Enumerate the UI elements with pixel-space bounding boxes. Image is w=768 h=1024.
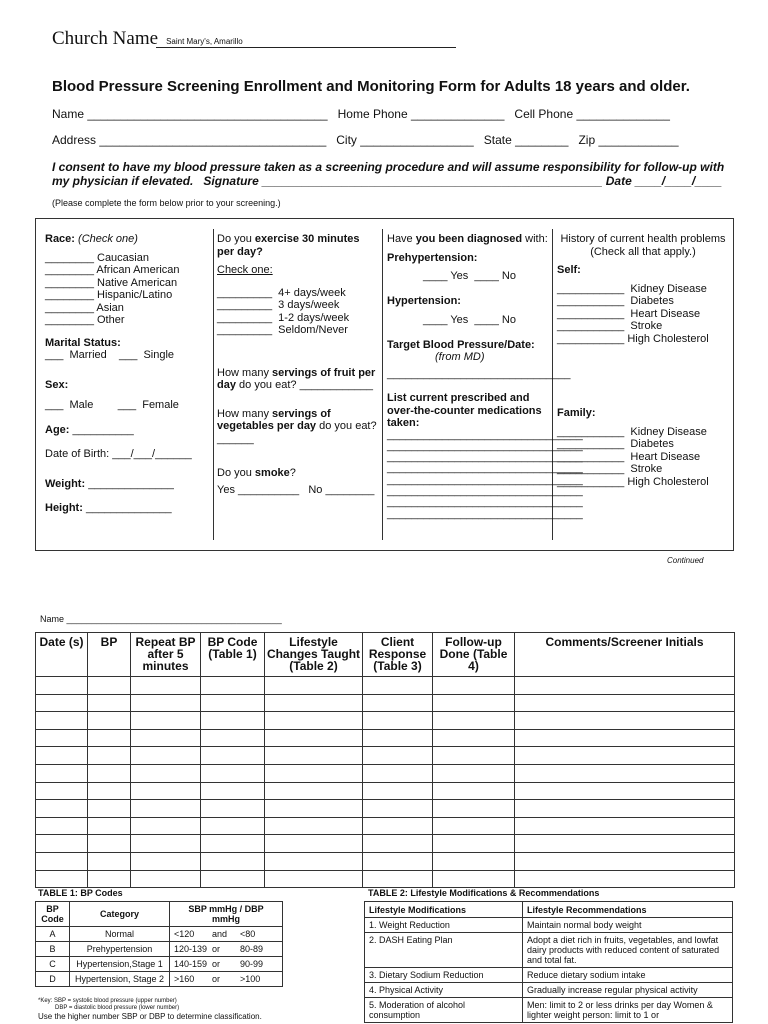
log-cell[interactable] xyxy=(433,782,515,800)
log-cell[interactable] xyxy=(201,870,265,888)
log-cell[interactable] xyxy=(201,817,265,835)
form-title: Blood Pressure Screening Enrollment and Monitoring Form for Adults 18 years and older. xyxy=(52,78,690,95)
target-bp-label: Target Blood Pressure/Date: xyxy=(387,338,535,351)
prehypertension-label: Prehypertension: xyxy=(387,251,478,264)
race-option[interactable]: ________ Other xyxy=(45,314,125,326)
log-cell[interactable] xyxy=(363,764,433,782)
lifestyle-recommendation: Adopt a diet rich in fruits, vegetables, and lowfat dairy products with reduced content of saturated and total fat. xyxy=(523,933,733,968)
log-cell[interactable] xyxy=(363,835,433,853)
history-column xyxy=(557,233,729,488)
log-cell[interactable] xyxy=(36,817,88,835)
log-cell[interactable] xyxy=(36,694,88,712)
medication-line[interactable]: ________________________________ xyxy=(387,462,583,475)
log-cell[interactable] xyxy=(433,870,515,888)
log-cell[interactable] xyxy=(515,729,735,747)
sbp-value: 140-159 xyxy=(174,959,208,969)
exercise-option[interactable]: _________ 3 days/week xyxy=(217,299,340,311)
lifestyle-row xyxy=(365,968,733,983)
log-cell[interactable] xyxy=(131,852,201,870)
sbp-value: >160 xyxy=(174,974,195,984)
bp-code-row xyxy=(36,942,283,957)
log-cell[interactable] xyxy=(265,729,363,747)
log-cell[interactable] xyxy=(515,764,735,782)
log-header-lifestyle: Lifestyle Changes Taught (Table 2) xyxy=(265,633,363,677)
race-option[interactable]: ________ Native American xyxy=(45,276,178,289)
log-cell[interactable] xyxy=(131,677,201,695)
log-cell[interactable] xyxy=(363,782,433,800)
self-condition[interactable]: ___________ Heart Disease xyxy=(557,307,701,320)
log-cell[interactable] xyxy=(88,852,131,870)
smoke-question: Do you smoke? xyxy=(217,467,296,479)
log-cell[interactable] xyxy=(265,712,363,730)
log-header-follow-up: Follow-up Done (Table 4) xyxy=(433,633,515,677)
table1-title: TABLE 1: BP Codes xyxy=(38,888,123,898)
bp-range xyxy=(170,927,283,942)
medication-line[interactable]: ________________________________ xyxy=(387,451,583,464)
self-condition[interactable]: ___________ Diabetes xyxy=(557,295,674,307)
demographics-column xyxy=(45,233,192,515)
log-row xyxy=(36,729,735,747)
intake-box xyxy=(35,218,734,551)
lifestyle-modification: 4. Physical Activity xyxy=(365,983,523,998)
age-field[interactable]: Age: __________ xyxy=(45,423,134,436)
log-row xyxy=(36,747,735,765)
race-option[interactable]: ________ Hispanic/Latino xyxy=(45,289,173,301)
hypertension-options[interactable]: ____ Yes ____ No xyxy=(423,314,516,326)
bp-code: A xyxy=(36,927,70,942)
race-option[interactable]: ________ Asian xyxy=(45,301,124,314)
sex-options[interactable]: ___ Male ___ Female xyxy=(45,399,179,411)
log-cell[interactable] xyxy=(363,677,433,695)
continued-label: Continued xyxy=(667,556,704,565)
table1-key-1: *Key: SBP = systolic blood pressure (upper number) xyxy=(38,998,177,1004)
dbp-value: 90-99 xyxy=(240,959,264,969)
range-operator: or xyxy=(212,959,221,969)
log-cell[interactable] xyxy=(515,870,735,888)
table1-note: Use the higher number SBP or DBP to determine classification. xyxy=(38,1012,262,1021)
log-cell[interactable] xyxy=(36,677,88,695)
race-options xyxy=(45,252,192,327)
log-cell[interactable] xyxy=(515,800,735,818)
church-name-value: Saint Mary's, Amarillo xyxy=(166,37,243,46)
log-row xyxy=(36,764,735,782)
log-cell[interactable] xyxy=(433,694,515,712)
log-cell[interactable] xyxy=(515,694,735,712)
medication-line[interactable]: ________________________________ xyxy=(387,439,583,452)
table1-key-2: DBP = diastolic blood pressure (lower number) xyxy=(55,1005,180,1011)
table2-title: TABLE 2: Lifestyle Modifications & Recommendations xyxy=(368,888,600,898)
bp-code-row xyxy=(36,927,283,942)
contact-row-2[interactable]: Address __________________________________ City _________________ State ________ Zip ____________ xyxy=(52,133,679,147)
log-row xyxy=(36,694,735,712)
church-name-underline xyxy=(156,47,456,48)
range-operator: or xyxy=(212,944,221,954)
log-cell[interactable] xyxy=(201,712,265,730)
log-name-field[interactable]: Name ___________________________________________ xyxy=(40,614,282,624)
sbp-value: 120-139 xyxy=(174,944,208,954)
log-cell[interactable] xyxy=(363,870,433,888)
family-condition[interactable]: ___________ Kidney Disease xyxy=(557,425,707,438)
log-cell[interactable] xyxy=(433,677,515,695)
log-row xyxy=(36,712,735,730)
bp-category: Hypertension, Stage 2 xyxy=(70,972,170,987)
lifestyle-modification: 3. Dietary Sodium Reduction xyxy=(365,968,523,983)
log-cell[interactable] xyxy=(515,782,735,800)
family-condition[interactable]: ___________ Diabetes xyxy=(557,438,674,450)
log-cell[interactable] xyxy=(201,835,265,853)
medications-label: List current prescribed and over-the-counter medications taken: xyxy=(387,392,542,429)
contact-row-1[interactable]: Name ____________________________________ Home Phone ______________ Cell Phone ______________ xyxy=(52,107,670,121)
self-conditions xyxy=(557,283,729,346)
log-cell[interactable] xyxy=(515,712,735,730)
lifestyle-recommendation: Reduce dietary sodium intake xyxy=(523,968,733,983)
medication-line[interactable]: ________________________________ xyxy=(387,496,583,509)
log-cell[interactable] xyxy=(131,747,201,765)
log-cell[interactable] xyxy=(201,729,265,747)
log-cell[interactable] xyxy=(131,694,201,712)
log-cell[interactable] xyxy=(88,800,131,818)
log-cell[interactable] xyxy=(36,782,88,800)
bp-category: Prehypertension xyxy=(70,942,170,957)
log-cell[interactable] xyxy=(88,817,131,835)
family-condition[interactable]: ___________ Heart Disease xyxy=(557,450,701,463)
log-row xyxy=(36,677,735,695)
instruction-note: (Please complete the form below prior to your screening.) xyxy=(52,198,281,208)
self-condition[interactable]: ___________ Stroke xyxy=(557,320,663,332)
lifestyle-table xyxy=(364,901,733,1023)
log-cell[interactable] xyxy=(131,800,201,818)
log-cell[interactable] xyxy=(201,852,265,870)
race-heading: Race: (Check one) xyxy=(45,233,138,245)
log-cell[interactable] xyxy=(201,694,265,712)
target-bp-hint: (from MD) xyxy=(435,351,485,363)
bp-range xyxy=(170,942,283,957)
log-cell[interactable] xyxy=(515,747,735,765)
bp-range xyxy=(170,972,283,987)
log-header-bp-code: BP Code (Table 1) xyxy=(201,633,265,677)
log-cell[interactable] xyxy=(201,764,265,782)
log-cell[interactable] xyxy=(131,782,201,800)
log-cell[interactable] xyxy=(515,835,735,853)
table1-header-category: Category xyxy=(70,902,170,927)
medication-line[interactable]: ________________________________ xyxy=(387,507,583,520)
log-cell[interactable] xyxy=(131,729,201,747)
lifestyle-row xyxy=(365,918,733,933)
log-cell[interactable] xyxy=(36,852,88,870)
log-row xyxy=(36,870,735,888)
hypertension-label: Hypertension: xyxy=(387,294,461,307)
log-cell[interactable] xyxy=(201,800,265,818)
log-header-row xyxy=(36,633,735,677)
family-label: Family: xyxy=(557,407,596,419)
race-option[interactable]: ________ African American xyxy=(45,264,180,276)
log-cell[interactable] xyxy=(201,677,265,695)
log-cell[interactable] xyxy=(433,800,515,818)
log-cell[interactable] xyxy=(36,764,88,782)
log-row xyxy=(36,782,735,800)
lifestyle-modification: 1. Weight Reduction xyxy=(365,918,523,933)
bp-code: C xyxy=(36,957,70,972)
diagnosed-question: Have you been diagnosed with: xyxy=(387,233,548,245)
family-condition[interactable]: ___________ Stroke xyxy=(557,463,663,475)
table1-header-row xyxy=(36,902,283,927)
medications-lines xyxy=(387,428,583,520)
log-cell[interactable] xyxy=(88,677,131,695)
bp-code-row xyxy=(36,957,283,972)
monitoring-log-table xyxy=(35,632,735,888)
log-cell[interactable] xyxy=(363,817,433,835)
log-cell[interactable] xyxy=(515,852,735,870)
log-cell[interactable] xyxy=(363,712,433,730)
height-field[interactable]: Height: ______________ xyxy=(45,502,172,514)
dbp-value: >100 xyxy=(240,974,261,984)
race-option[interactable]: ________ Caucasian xyxy=(45,251,149,264)
log-cell[interactable] xyxy=(363,694,433,712)
bp-code: B xyxy=(36,942,70,957)
col-divider xyxy=(213,229,214,540)
log-cell[interactable] xyxy=(433,747,515,765)
log-row xyxy=(36,800,735,818)
log-cell[interactable] xyxy=(36,747,88,765)
log-cell[interactable] xyxy=(131,835,201,853)
log-cell[interactable] xyxy=(433,712,515,730)
consent-line-2[interactable]: my physician if elevated. Signature ___________________________________________________ Date ____/____/____ xyxy=(52,174,722,188)
target-bp-field[interactable]: ______________________________ xyxy=(387,367,571,380)
marital-status-options[interactable]: ___ Married ___ Single xyxy=(45,349,175,361)
log-cell[interactable] xyxy=(131,712,201,730)
exercise-option[interactable]: _________ 1-2 days/week xyxy=(217,311,350,324)
medication-line[interactable]: ________________________________ xyxy=(387,428,583,441)
lifestyle-row xyxy=(365,983,733,998)
col-divider xyxy=(382,229,383,540)
lifestyle-recommendation: Maintain normal body weight xyxy=(523,918,733,933)
exercise-option[interactable]: _________ 4+ days/week xyxy=(217,286,346,299)
bp-codes-table xyxy=(35,901,283,987)
history-title: History of current health problems xyxy=(560,233,726,245)
self-condition[interactable]: ___________ Kidney Disease xyxy=(557,282,707,295)
log-cell[interactable] xyxy=(363,729,433,747)
weight-field[interactable]: Weight: ______________ xyxy=(45,477,174,490)
family-condition[interactable]: ___________ High Cholesterol xyxy=(557,475,709,488)
bp-range xyxy=(170,957,283,972)
log-cell[interactable] xyxy=(88,782,131,800)
log-cell[interactable] xyxy=(515,817,735,835)
log-cell[interactable] xyxy=(433,817,515,835)
church-name-label: Church Name xyxy=(52,28,159,49)
log-header-date: Date (s) xyxy=(36,633,88,677)
medication-line[interactable]: ________________________________ xyxy=(387,473,583,486)
log-cell[interactable] xyxy=(265,800,363,818)
table2-header-recs: Lifestyle Recommendations xyxy=(523,902,733,918)
log-header-bp: BP xyxy=(88,633,131,677)
log-cell[interactable] xyxy=(201,782,265,800)
marital-status-label: Marital Status: xyxy=(45,336,121,349)
dob-field[interactable]: Date of Birth: ___/___/______ xyxy=(45,448,192,460)
log-cell[interactable] xyxy=(265,694,363,712)
bp-code-row xyxy=(36,972,283,987)
log-cell[interactable] xyxy=(88,764,131,782)
sbp-value: <120 xyxy=(174,929,195,939)
log-cell[interactable] xyxy=(36,712,88,730)
habits-column xyxy=(217,233,377,496)
log-cell[interactable] xyxy=(265,852,363,870)
log-cell[interactable] xyxy=(433,835,515,853)
log-row xyxy=(36,835,735,853)
lifestyle-recommendation: Men: limit to 2 or less drinks per day Women & lighter weight person: limit to 1 or xyxy=(523,998,733,1023)
medication-line[interactable]: ________________________________ xyxy=(387,484,583,497)
log-cell[interactable] xyxy=(131,870,201,888)
log-cell[interactable] xyxy=(265,677,363,695)
log-header-client-response: Client Response (Table 3) xyxy=(363,633,433,677)
lifestyle-row xyxy=(365,998,733,1023)
log-cell[interactable] xyxy=(363,852,433,870)
range-operator: and xyxy=(212,929,228,939)
log-cell[interactable] xyxy=(36,729,88,747)
log-cell[interactable] xyxy=(265,782,363,800)
dbp-value: 80-89 xyxy=(240,944,264,954)
log-cell[interactable] xyxy=(363,747,433,765)
prehypertension-options[interactable]: ____ Yes ____ No xyxy=(423,270,516,282)
vegetable-question[interactable]: How many servings of vegetables per day do you eat? ______ xyxy=(217,407,377,445)
bp-category: Hypertension,Stage 1 xyxy=(70,957,170,972)
log-cell[interactable] xyxy=(265,764,363,782)
fruit-question[interactable]: How many servings of fruit per day do you eat? ____________ xyxy=(217,366,376,391)
log-cell[interactable] xyxy=(88,747,131,765)
family-conditions xyxy=(557,426,729,489)
log-cell[interactable] xyxy=(88,712,131,730)
log-cell[interactable] xyxy=(265,870,363,888)
log-cell[interactable] xyxy=(515,677,735,695)
history-hint: (Check all that apply.) xyxy=(590,245,696,258)
log-row xyxy=(36,852,735,870)
lifestyle-modification: 2. DASH Eating Plan xyxy=(365,933,523,968)
dbp-value: <80 xyxy=(240,929,256,939)
exercise-options xyxy=(217,287,377,337)
log-cell[interactable] xyxy=(363,800,433,818)
table1-header-range: SBP mmHg / DBP mmHg xyxy=(170,902,283,927)
range-operator: or xyxy=(212,974,221,984)
log-cell[interactable] xyxy=(265,817,363,835)
log-cell[interactable] xyxy=(36,870,88,888)
table1-header-code: BP Code xyxy=(36,902,70,927)
log-cell[interactable] xyxy=(131,764,201,782)
log-cell[interactable] xyxy=(433,764,515,782)
consent-line-1: I consent to have my blood pressure taken as a screening procedure and will assume responsibility for follow-up with xyxy=(52,160,725,174)
exercise-question: Do you exercise 30 minutes per day? xyxy=(217,233,360,258)
self-label: Self: xyxy=(557,264,581,276)
bp-code: D xyxy=(36,972,70,987)
log-cell[interactable] xyxy=(265,747,363,765)
table2-header-mods: Lifestyle Modifications xyxy=(365,902,523,918)
lifestyle-modification: 5. Moderation of alcohol consumption xyxy=(365,998,523,1023)
table2-header-row xyxy=(365,902,733,918)
sex-label: Sex: xyxy=(45,378,69,391)
self-condition[interactable]: ___________ High Cholesterol xyxy=(557,332,709,345)
log-cell[interactable] xyxy=(36,835,88,853)
log-header-comments: Comments/Screener Initials xyxy=(515,633,735,677)
lifestyle-row xyxy=(365,933,733,968)
log-cell[interactable] xyxy=(36,800,88,818)
smoke-options[interactable]: Yes __________ No ________ xyxy=(217,483,375,496)
bp-category: Normal xyxy=(70,927,170,942)
log-cell[interactable] xyxy=(131,817,201,835)
log-cell[interactable] xyxy=(433,852,515,870)
log-cell[interactable] xyxy=(88,694,131,712)
log-cell[interactable] xyxy=(265,835,363,853)
log-cell[interactable] xyxy=(88,835,131,853)
log-cell[interactable] xyxy=(201,747,265,765)
log-cell[interactable] xyxy=(88,870,131,888)
lifestyle-recommendation: Gradually increase regular physical activity xyxy=(523,983,733,998)
exercise-option[interactable]: _________ Seldom/Never xyxy=(217,324,348,336)
check-one-label: Check one: xyxy=(217,264,273,276)
log-header-repeat-bp: Repeat BP after 5 minutes xyxy=(131,633,201,677)
log-cell[interactable] xyxy=(88,729,131,747)
log-cell[interactable] xyxy=(433,729,515,747)
log-row xyxy=(36,817,735,835)
